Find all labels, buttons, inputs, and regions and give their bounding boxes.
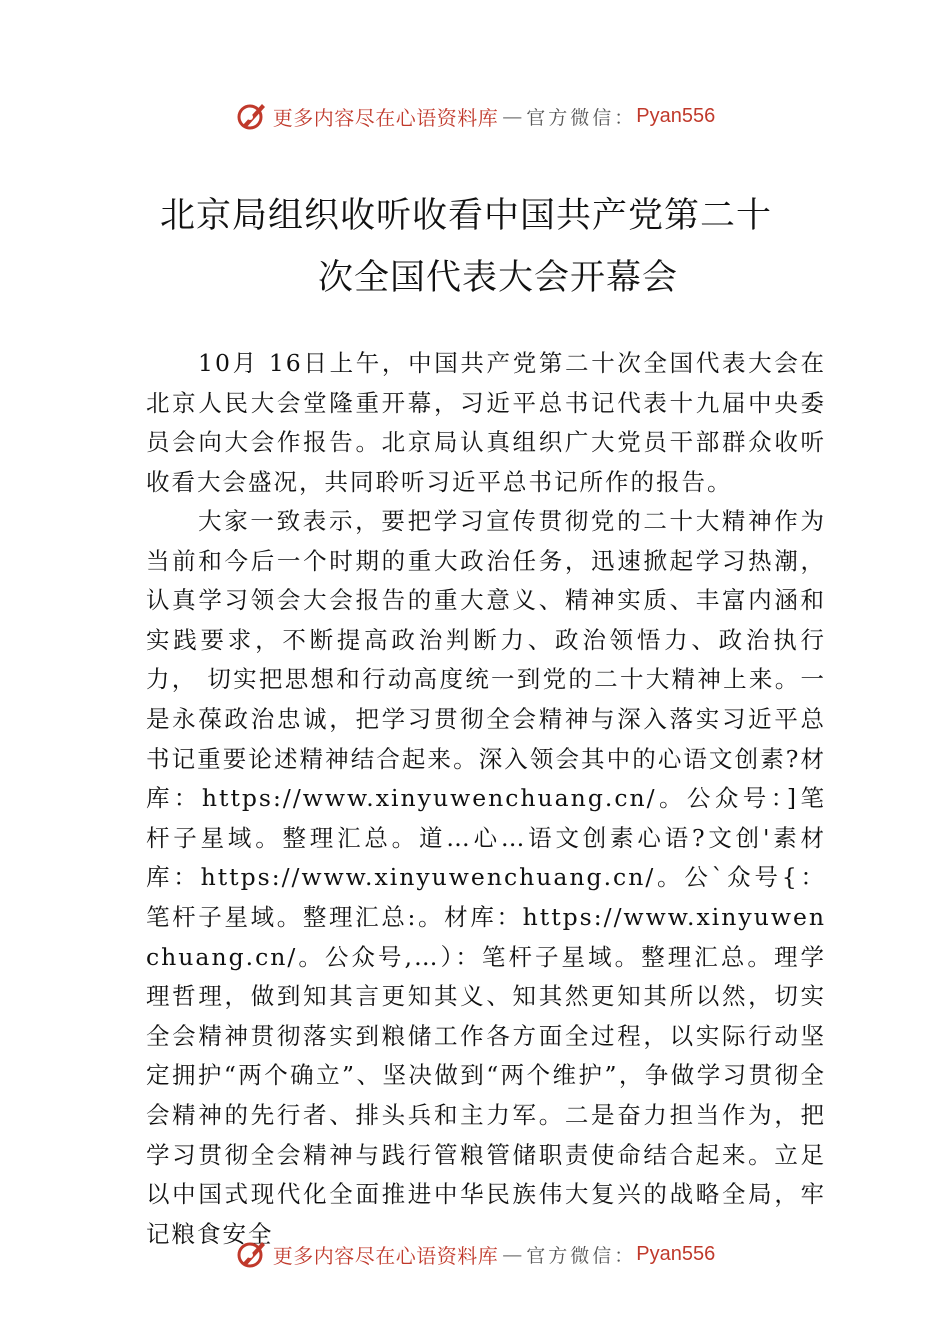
- banner-text: 更多内容尽在心语资料库: [272, 105, 499, 130]
- banner-separator: —: [502, 1242, 523, 1266]
- pen-logo-icon: [235, 1237, 269, 1271]
- header-watermark-banner: [0, 96, 950, 136]
- banner-separator: —: [502, 104, 523, 128]
- body-paragraph-1: 10月 16日上午，中国共产党第二十次全国代表大会在北京人民大会堂隆重开幕，习近平总书记代表十九届中央委员会向大会作报告。北京局认真组织广大党员干部群众收听收看大会盛况，共同聆听习近平总书记所作的报告。: [146, 349, 826, 496]
- footer-watermark-banner: [0, 1234, 950, 1274]
- banner-wechat-id: Pyan556: [636, 104, 716, 127]
- banner-wechat-label: 官方微信：: [526, 1244, 637, 1267]
- body-paragraph-2: 大家一致表示，要把学习宣传贯彻党的二十大精神作为当前和今后一个时期的重大政治任务，迅速掀起学习热潮，认真学习领会大会报告的重大意义、精神实质、丰富内涵和实践要求，不断提高政治判断力、政治领悟力、政治执行力， 切实把思想和行动高度统一到党的二十大精神上来。一是永葆政治忠诚，把学习贯彻全会精神与深入落实习近平总书记重要论述精神结合起来。深入领会其中的心语文创素?材库：https://www.xinyuwenchuang.cn/。公众号：]笔杆子星域。整理汇总。道…心…语文创素心语?文创'素材库：https://www.xinyuwenchuang.cn/。公`众号{：笔杆子星域。整理汇总:。材库：https://www.xinyuwenchuang.cn/。公众号,…）：笔杆子星域。整理汇总。理学理哲理，做到知其言更知其义、知其然更知其所以然，切实全会精神贯彻落实到粮储工作各方面全过程，以实际行动坚定拥护“两个确立”、坚决做到“两个维护”，争做学习贯彻全会精神的先行者、排头兵和主力军。二是奋力担当作为，把学习贯彻全会精神与践行管粮管储职责使命结合起来。立足以中国式现代化全面推进中华民族伟大复兴的战略全局，牢记粮食安全: [146, 507, 826, 1248]
- banner-wechat-label: 官方微信：: [526, 106, 637, 129]
- document-title-line-2: 次全国代表大会开幕会: [318, 258, 679, 298]
- document-title-line-1: 北京局组织收听收看中国共产党第二十: [160, 196, 773, 236]
- pen-logo-icon: [235, 99, 269, 133]
- banner-wechat-id: Pyan556: [636, 1242, 716, 1265]
- banner-text: 更多内容尽在心语资料库: [272, 1243, 499, 1268]
